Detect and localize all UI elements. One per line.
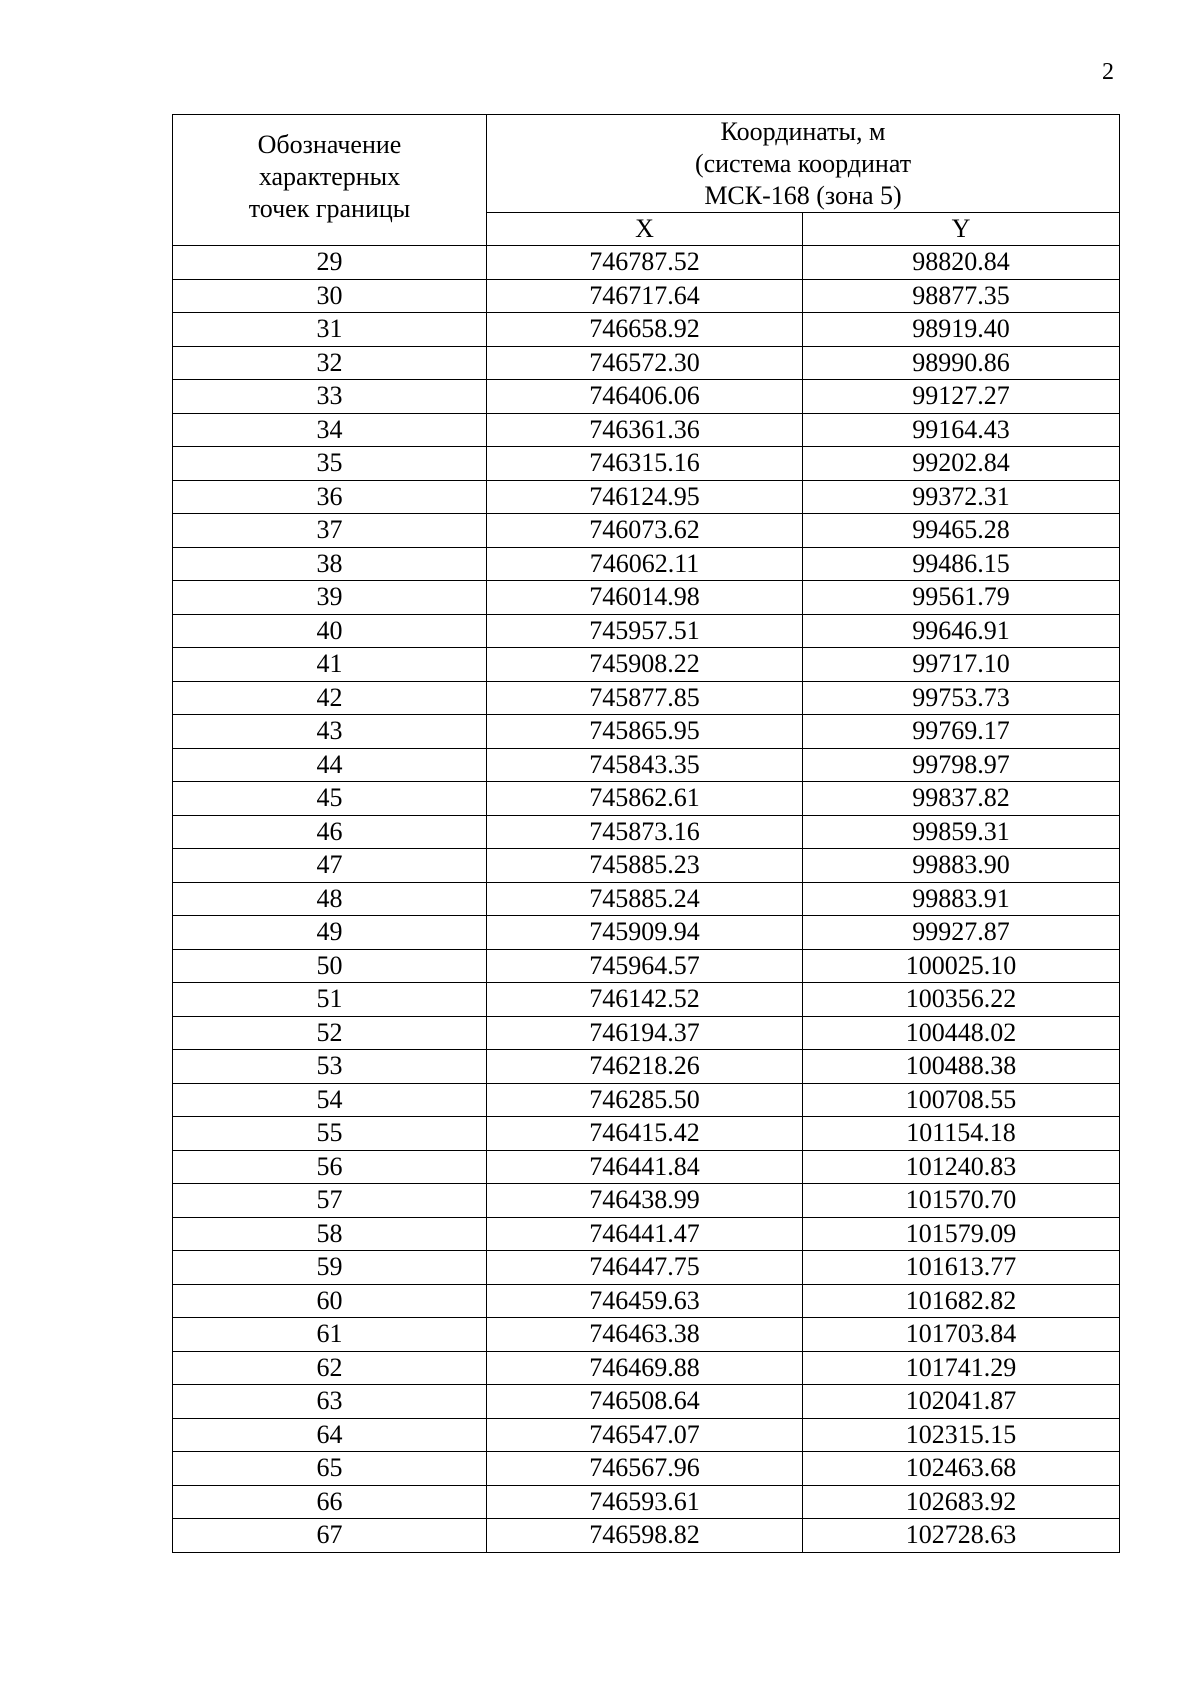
- y-coordinate-cell: 99769.17: [803, 715, 1120, 749]
- x-coordinate-cell: 746508.64: [487, 1385, 803, 1419]
- table-row: [173, 1284, 1120, 1318]
- x-coordinate-cell: 746218.26: [487, 1050, 803, 1084]
- y-coordinate-cell: 101741.29: [803, 1351, 1120, 1385]
- point-cell: 37: [173, 514, 487, 548]
- point-cell: 46: [173, 815, 487, 849]
- x-coordinate-cell: 745843.35: [487, 748, 803, 782]
- x-coordinate-cell: 746463.38: [487, 1318, 803, 1352]
- point-cell: 40: [173, 614, 487, 648]
- x-coordinate-cell: 745865.95: [487, 715, 803, 749]
- point-header-line-1: Обозначение: [257, 130, 402, 159]
- table-row: [173, 413, 1120, 447]
- x-coordinate-cell: 746547.07: [487, 1418, 803, 1452]
- y-coordinate-cell: 102463.68: [803, 1452, 1120, 1486]
- x-coordinate-cell: 746598.82: [487, 1519, 803, 1553]
- table-row: [173, 782, 1120, 816]
- point-cell: 35: [173, 447, 487, 481]
- x-coordinate-cell: 746124.95: [487, 480, 803, 514]
- x-coordinate-cell: 746315.16: [487, 447, 803, 481]
- point-cell: 56: [173, 1150, 487, 1184]
- table-row: [173, 581, 1120, 615]
- x-coordinate-cell: 746415.42: [487, 1117, 803, 1151]
- y-coordinate-cell: 100708.55: [803, 1083, 1120, 1117]
- y-coordinate-cell: 99465.28: [803, 514, 1120, 548]
- y-coordinate-cell: 99883.91: [803, 882, 1120, 916]
- y-coordinate-cell: 102728.63: [803, 1519, 1120, 1553]
- x-coordinate-cell: 746062.11: [487, 547, 803, 581]
- table-row: [173, 313, 1120, 347]
- point-cell: 29: [173, 246, 487, 280]
- table-row: [173, 614, 1120, 648]
- point-cell: 31: [173, 313, 487, 347]
- table-row: [173, 1351, 1120, 1385]
- table-row: [173, 1016, 1120, 1050]
- table-row: [173, 882, 1120, 916]
- point-cell: 48: [173, 882, 487, 916]
- y-coordinate-cell: 100025.10: [803, 949, 1120, 983]
- table-row: [173, 480, 1120, 514]
- y-coordinate-cell: 98820.84: [803, 246, 1120, 280]
- y-coordinate-cell: 101579.09: [803, 1217, 1120, 1251]
- y-coordinate-cell: 102683.92: [803, 1485, 1120, 1519]
- point-cell: 41: [173, 648, 487, 682]
- point-cell: 63: [173, 1385, 487, 1419]
- point-cell: 61: [173, 1318, 487, 1352]
- x-coordinate-cell: 746658.92: [487, 313, 803, 347]
- point-cell: 54: [173, 1083, 487, 1117]
- y-coordinate-cell: 100448.02: [803, 1016, 1120, 1050]
- table-row: [173, 1385, 1120, 1419]
- y-coordinate-cell: 100356.22: [803, 983, 1120, 1017]
- table-row: [173, 1184, 1120, 1218]
- point-cell: 60: [173, 1284, 487, 1318]
- point-cell: 42: [173, 681, 487, 715]
- point-cell: 66: [173, 1485, 487, 1519]
- point-cell: 44: [173, 748, 487, 782]
- point-cell: 57: [173, 1184, 487, 1218]
- point-cell: 39: [173, 581, 487, 615]
- y-coordinate-cell: 99927.87: [803, 916, 1120, 950]
- x-coordinate-cell: 746567.96: [487, 1452, 803, 1486]
- coords-header-line-1: Координаты, м: [720, 116, 886, 146]
- table-row: [173, 1251, 1120, 1285]
- point-cell: 62: [173, 1351, 487, 1385]
- x-coordinate-cell: 746787.52: [487, 246, 803, 280]
- point-cell: 52: [173, 1016, 487, 1050]
- y-coordinate-cell: 98990.86: [803, 346, 1120, 380]
- y-coordinate-cell: 99646.91: [803, 614, 1120, 648]
- table-row: [173, 681, 1120, 715]
- y-coordinate-cell: 99798.97: [803, 748, 1120, 782]
- point-cell: 59: [173, 1251, 487, 1285]
- point-cell: 32: [173, 346, 487, 380]
- point-cell: 51: [173, 983, 487, 1017]
- point-cell: 33: [173, 380, 487, 414]
- point-cell: 38: [173, 547, 487, 581]
- x-coordinate-cell: 746361.36: [487, 413, 803, 447]
- y-coordinate-cell: 99202.84: [803, 447, 1120, 481]
- table-row: [173, 949, 1120, 983]
- table-row: [173, 1418, 1120, 1452]
- y-coordinate-cell: 99837.82: [803, 782, 1120, 816]
- y-coordinate-cell: 100488.38: [803, 1050, 1120, 1084]
- y-coordinate-cell: 101154.18: [803, 1117, 1120, 1151]
- y-header: Y: [803, 213, 1120, 246]
- point-cell: 43: [173, 715, 487, 749]
- y-coordinate-cell: 99127.27: [803, 380, 1120, 414]
- table-row: [173, 849, 1120, 883]
- table-row: [173, 748, 1120, 782]
- point-cell: 34: [173, 413, 487, 447]
- table-row: [173, 1150, 1120, 1184]
- point-cell: 64: [173, 1418, 487, 1452]
- y-coordinate-cell: 98877.35: [803, 279, 1120, 313]
- y-coordinate-cell: 101613.77: [803, 1251, 1120, 1285]
- x-coordinate-cell: 745885.23: [487, 849, 803, 883]
- y-coordinate-cell: 102315.15: [803, 1418, 1120, 1452]
- table-row: [173, 1318, 1120, 1352]
- y-coordinate-cell: 99372.31: [803, 480, 1120, 514]
- table-row: [173, 246, 1120, 280]
- x-coordinate-cell: 745908.22: [487, 648, 803, 682]
- table-row: [173, 447, 1120, 481]
- coordinates-header: [487, 115, 1120, 213]
- point-cell: 45: [173, 782, 487, 816]
- x-coordinate-cell: 746469.88: [487, 1351, 803, 1385]
- x-coordinate-cell: 745885.24: [487, 882, 803, 916]
- x-coordinate-cell: 746406.06: [487, 380, 803, 414]
- y-coordinate-cell: 99486.15: [803, 547, 1120, 581]
- y-coordinate-cell: 99859.31: [803, 815, 1120, 849]
- page-number: 2: [1102, 59, 1114, 85]
- table-row: [173, 1519, 1120, 1553]
- x-coordinate-cell: 746441.84: [487, 1150, 803, 1184]
- table-row: [173, 514, 1120, 548]
- table-row: [173, 279, 1120, 313]
- x-coordinate-cell: 746014.98: [487, 581, 803, 615]
- point-cell: 30: [173, 279, 487, 313]
- point-cell: 53: [173, 1050, 487, 1084]
- point-cell: 55: [173, 1117, 487, 1151]
- y-coordinate-cell: 99164.43: [803, 413, 1120, 447]
- x-coordinate-cell: 746285.50: [487, 1083, 803, 1117]
- point-cell: 65: [173, 1452, 487, 1486]
- x-coordinate-cell: 746438.99: [487, 1184, 803, 1218]
- x-coordinate-cell: 746194.37: [487, 1016, 803, 1050]
- y-coordinate-cell: 99717.10: [803, 648, 1120, 682]
- x-coordinate-cell: 746441.47: [487, 1217, 803, 1251]
- point-cell: 67: [173, 1519, 487, 1553]
- table-row: [173, 1217, 1120, 1251]
- table-row: [173, 346, 1120, 380]
- table-row: [173, 815, 1120, 849]
- x-coordinate-cell: 746593.61: [487, 1485, 803, 1519]
- y-coordinate-cell: 101682.82: [803, 1284, 1120, 1318]
- x-coordinate-cell: 745957.51: [487, 614, 803, 648]
- table-row: [173, 916, 1120, 950]
- x-coordinate-cell: 746073.62: [487, 514, 803, 548]
- y-coordinate-cell: 101570.70: [803, 1184, 1120, 1218]
- x-coordinate-cell: 746459.63: [487, 1284, 803, 1318]
- y-coordinate-cell: 99753.73: [803, 681, 1120, 715]
- x-coordinate-cell: 745964.57: [487, 949, 803, 983]
- point-cell: 36: [173, 480, 487, 514]
- x-coordinate-cell: 745873.16: [487, 815, 803, 849]
- table-row: [173, 983, 1120, 1017]
- x-coordinate-cell: 745877.85: [487, 681, 803, 715]
- x-coordinate-cell: 746142.52: [487, 983, 803, 1017]
- x-header: X: [487, 213, 803, 246]
- coords-header-line-3: МСК-168 (зона 5): [704, 180, 902, 210]
- table-row: [173, 547, 1120, 581]
- point-designation-header: [173, 115, 487, 246]
- x-coordinate-cell: 745862.61: [487, 782, 803, 816]
- table-header: [173, 115, 1120, 246]
- x-coordinate-cell: 746572.30: [487, 346, 803, 380]
- point-cell: 50: [173, 949, 487, 983]
- table-row: [173, 1083, 1120, 1117]
- table-row: [173, 380, 1120, 414]
- table-row: [173, 715, 1120, 749]
- point-header-line-3: точек границы: [248, 194, 411, 223]
- point-cell: 49: [173, 916, 487, 950]
- coordinates-table: [172, 114, 1120, 1553]
- table-body: [173, 246, 1120, 1553]
- table-row: [173, 648, 1120, 682]
- y-coordinate-cell: 99561.79: [803, 581, 1120, 615]
- point-header-line-2: характерных: [258, 162, 401, 191]
- table-row: [173, 1452, 1120, 1486]
- point-cell: 58: [173, 1217, 487, 1251]
- y-coordinate-cell: 99883.90: [803, 849, 1120, 883]
- table-row: [173, 1117, 1120, 1151]
- x-coordinate-cell: 746447.75: [487, 1251, 803, 1285]
- y-coordinate-cell: 102041.87: [803, 1385, 1120, 1419]
- table-row: [173, 1050, 1120, 1084]
- x-coordinate-cell: 746717.64: [487, 279, 803, 313]
- x-coordinate-cell: 745909.94: [487, 916, 803, 950]
- y-coordinate-cell: 101240.83: [803, 1150, 1120, 1184]
- y-coordinate-cell: 98919.40: [803, 313, 1120, 347]
- point-cell: 47: [173, 849, 487, 883]
- table-row: [173, 1485, 1120, 1519]
- coords-header-line-2: (система координат: [694, 148, 912, 178]
- y-coordinate-cell: 101703.84: [803, 1318, 1120, 1352]
